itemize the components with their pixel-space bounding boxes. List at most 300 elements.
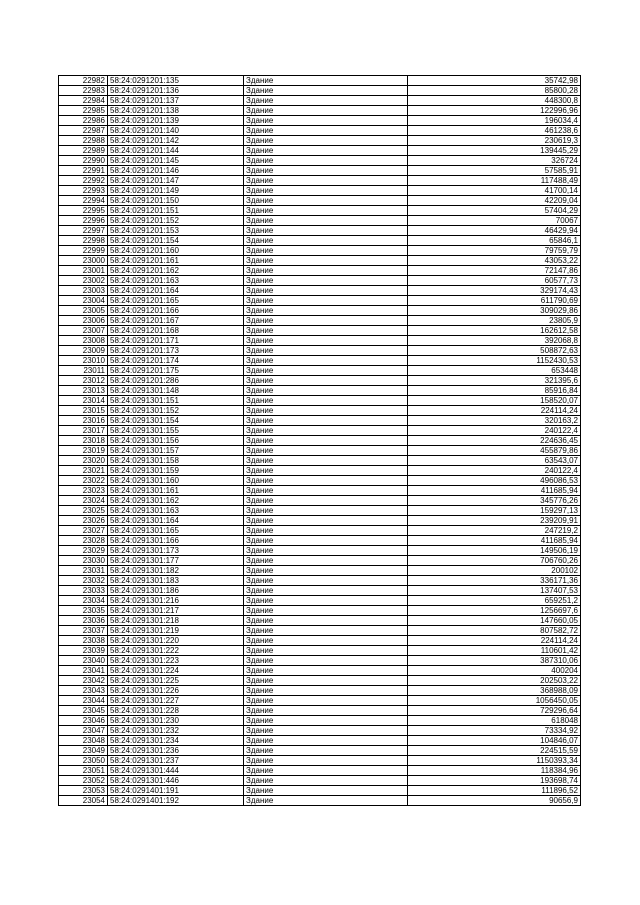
cadastral-number: 58:24:0291301:163	[108, 506, 244, 516]
cadastral-value: 60577,73	[408, 276, 581, 286]
cadastral-number: 58:24:0291201:152	[108, 216, 244, 226]
object-type: Здание	[244, 406, 408, 416]
object-type: Здание	[244, 416, 408, 426]
cadastral-number: 58:24:0291301:155	[108, 426, 244, 436]
table-row	[59, 566, 581, 576]
row-number: 22996	[59, 216, 108, 226]
cadastral-value: 461238,6	[408, 126, 581, 136]
row-number: 23032	[59, 576, 108, 586]
cadastral-number: 58:24:0291301:151	[108, 396, 244, 406]
table-row	[59, 366, 581, 376]
cadastral-number: 58:24:0291301:182	[108, 566, 244, 576]
object-type: Здание	[244, 296, 408, 306]
cadastral-number: 58:24:0291301:444	[108, 766, 244, 776]
row-number: 23048	[59, 736, 108, 746]
cadastral-number: 58:24:0291301:183	[108, 576, 244, 586]
object-type: Здание	[244, 796, 408, 806]
table-row	[59, 656, 581, 666]
cadastral-number: 58:24:0291301:220	[108, 636, 244, 646]
object-type: Здание	[244, 556, 408, 566]
row-number: 23001	[59, 266, 108, 276]
cadastral-value: 508872,63	[408, 346, 581, 356]
object-type: Здание	[244, 466, 408, 476]
object-type: Здание	[244, 676, 408, 686]
cadastral-value: 200102	[408, 566, 581, 576]
table-row	[59, 396, 581, 406]
cadastral-number: 58:24:0291301:228	[108, 706, 244, 716]
row-number: 23015	[59, 406, 108, 416]
row-number: 22995	[59, 206, 108, 216]
row-number: 23036	[59, 616, 108, 626]
cadastral-value: 72147,86	[408, 266, 581, 276]
row-number: 23053	[59, 786, 108, 796]
cadastral-number: 58:24:0291201:175	[108, 366, 244, 376]
object-type: Здание	[244, 366, 408, 376]
object-type: Здание	[244, 656, 408, 666]
cadastral-number: 58:24:0291301:152	[108, 406, 244, 416]
cadastral-number: 58:24:0291201:136	[108, 86, 244, 96]
cadastral-value: 329174,43	[408, 286, 581, 296]
cadastral-number: 58:24:0291301:446	[108, 776, 244, 786]
table-row	[59, 596, 581, 606]
row-number: 23003	[59, 286, 108, 296]
row-number: 23008	[59, 336, 108, 346]
cadastral-number: 58:24:0291301:154	[108, 416, 244, 426]
cadastral-value: 239209,91	[408, 516, 581, 526]
cadastral-value: 611790,69	[408, 296, 581, 306]
row-number: 23040	[59, 656, 108, 666]
object-type: Здание	[244, 226, 408, 236]
cadastral-number: 58:24:0291201:144	[108, 146, 244, 156]
object-type: Здание	[244, 426, 408, 436]
table-row	[59, 86, 581, 96]
row-number: 23054	[59, 796, 108, 806]
row-number: 23018	[59, 436, 108, 446]
object-type: Здание	[244, 596, 408, 606]
cadastral-number: 58:24:0291301:148	[108, 386, 244, 396]
object-type: Здание	[244, 566, 408, 576]
cadastral-value: 139445,29	[408, 146, 581, 156]
object-type: Здание	[244, 586, 408, 596]
table-row	[59, 636, 581, 646]
table-row	[59, 286, 581, 296]
cadastral-value: 162612,58	[408, 326, 581, 336]
cadastral-number: 58:24:0291401:191	[108, 786, 244, 796]
table-row	[59, 386, 581, 396]
cadastral-value: 618048	[408, 716, 581, 726]
cadastral-value: 706760,26	[408, 556, 581, 566]
object-type: Здание	[244, 636, 408, 646]
object-type: Здание	[244, 526, 408, 536]
table-row	[59, 716, 581, 726]
cadastral-value: 63543,07	[408, 456, 581, 466]
table-row	[59, 776, 581, 786]
object-type: Здание	[244, 306, 408, 316]
cadastral-value: 35742,98	[408, 76, 581, 86]
cadastral-value: 368988,09	[408, 686, 581, 696]
cadastral-value: 387310,06	[408, 656, 581, 666]
object-type: Здание	[244, 246, 408, 256]
table-row	[59, 196, 581, 206]
row-number: 23022	[59, 476, 108, 486]
cadastral-value: 326724	[408, 156, 581, 166]
table-row	[59, 416, 581, 426]
cadastral-number: 58:24:0291201:162	[108, 266, 244, 276]
cadastral-value: 320163,2	[408, 416, 581, 426]
table-row	[59, 136, 581, 146]
table-row	[59, 476, 581, 486]
object-type: Здание	[244, 206, 408, 216]
cadastral-number: 58:24:0291301:165	[108, 526, 244, 536]
row-number: 22988	[59, 136, 108, 146]
row-number: 23050	[59, 756, 108, 766]
cadastral-number: 58:24:0291201:173	[108, 346, 244, 356]
row-number: 23039	[59, 646, 108, 656]
cadastral-value: 104846,07	[408, 736, 581, 746]
cadastral-value: 496086,53	[408, 476, 581, 486]
row-number: 22989	[59, 146, 108, 156]
cadastral-number: 58:24:0291201:149	[108, 186, 244, 196]
cadastral-value: 224636,45	[408, 436, 581, 446]
table-row	[59, 686, 581, 696]
cadastral-number: 58:24:0291301:224	[108, 666, 244, 676]
cadastral-number: 58:24:0291201:151	[108, 206, 244, 216]
cadastral-number: 58:24:0291301:158	[108, 456, 244, 466]
table-row	[59, 216, 581, 226]
cadastral-value: 110601,42	[408, 646, 581, 656]
cadastral-value: 73334,92	[408, 726, 581, 736]
table-row	[59, 726, 581, 736]
table-row	[59, 606, 581, 616]
cadastral-number: 58:24:0291301:216	[108, 596, 244, 606]
row-number: 23028	[59, 536, 108, 546]
row-number: 23005	[59, 306, 108, 316]
cadastral-number: 58:24:0291201:160	[108, 246, 244, 256]
table-row	[59, 736, 581, 746]
row-number: 23037	[59, 626, 108, 636]
row-number: 22992	[59, 176, 108, 186]
table-row	[59, 326, 581, 336]
object-type: Здание	[244, 126, 408, 136]
object-type: Здание	[244, 546, 408, 556]
cadastral-number: 58:24:0291201:165	[108, 296, 244, 306]
object-type: Здание	[244, 396, 408, 406]
cadastral-number: 58:24:0291401:192	[108, 796, 244, 806]
cadastral-value: 411685,94	[408, 486, 581, 496]
table-row	[59, 796, 581, 806]
row-number: 23029	[59, 546, 108, 556]
cadastral-number: 58:24:0291301:237	[108, 756, 244, 766]
cadastral-number: 58:24:0291201:154	[108, 236, 244, 246]
row-number: 22997	[59, 226, 108, 236]
table-row	[59, 646, 581, 656]
cadastral-value: 41700,14	[408, 186, 581, 196]
table-row	[59, 446, 581, 456]
cadastral-value: 42209,04	[408, 196, 581, 206]
cadastral-number: 58:24:0291201:137	[108, 96, 244, 106]
cadastral-value: 79759,79	[408, 246, 581, 256]
object-type: Здание	[244, 316, 408, 326]
row-number: 23038	[59, 636, 108, 646]
object-type: Здание	[244, 76, 408, 86]
row-number: 23009	[59, 346, 108, 356]
row-number: 23043	[59, 686, 108, 696]
object-type: Здание	[244, 106, 408, 116]
object-type: Здание	[244, 446, 408, 456]
cadastral-value: 202503,22	[408, 676, 581, 686]
table-row	[59, 246, 581, 256]
table-row	[59, 356, 581, 366]
table-row	[59, 76, 581, 86]
object-type: Здание	[244, 326, 408, 336]
row-number: 23031	[59, 566, 108, 576]
object-type: Здание	[244, 626, 408, 636]
cadastral-number: 58:24:0291301:160	[108, 476, 244, 486]
cadastral-value: 118384,96	[408, 766, 581, 776]
table-row	[59, 146, 581, 156]
cadastral-value: 1056450,05	[408, 696, 581, 706]
table-row	[59, 506, 581, 516]
object-type: Здание	[244, 176, 408, 186]
row-number: 22994	[59, 196, 108, 206]
row-number: 22998	[59, 236, 108, 246]
cadastral-value: 336171,36	[408, 576, 581, 586]
row-number: 23041	[59, 666, 108, 676]
table-row	[59, 96, 581, 106]
row-number: 23047	[59, 726, 108, 736]
cadastral-number: 58:24:0291201:138	[108, 106, 244, 116]
cadastral-value: 400204	[408, 666, 581, 676]
cadastral-value: 43053,22	[408, 256, 581, 266]
table-row	[59, 256, 581, 266]
row-number: 23017	[59, 426, 108, 436]
cadastral-value: 111896,52	[408, 786, 581, 796]
cadastral-number: 58:24:0291301:223	[108, 656, 244, 666]
row-number: 23044	[59, 696, 108, 706]
table-row	[59, 236, 581, 246]
cadastral-value: 137407,53	[408, 586, 581, 596]
cadastral-value: 321395,6	[408, 376, 581, 386]
object-type: Здание	[244, 746, 408, 756]
cadastral-value: 247219,2	[408, 526, 581, 536]
table-row	[59, 406, 581, 416]
row-number: 23002	[59, 276, 108, 286]
table-row	[59, 316, 581, 326]
table-row	[59, 696, 581, 706]
table-row	[59, 206, 581, 216]
object-type: Здание	[244, 116, 408, 126]
object-type: Здание	[244, 496, 408, 506]
cadastral-value: 85800,28	[408, 86, 581, 96]
row-number: 22986	[59, 116, 108, 126]
cadastral-number: 58:24:0291201:161	[108, 256, 244, 266]
table-body	[59, 76, 581, 806]
object-type: Здание	[244, 336, 408, 346]
table-row	[59, 586, 581, 596]
row-number: 23004	[59, 296, 108, 306]
cadastral-number: 58:24:0291301:217	[108, 606, 244, 616]
cadastral-value: 65846,1	[408, 236, 581, 246]
cadastral-number: 58:24:0291201:146	[108, 166, 244, 176]
cadastral-value: 196034,4	[408, 116, 581, 126]
row-number: 23045	[59, 706, 108, 716]
row-number: 23020	[59, 456, 108, 466]
object-type: Здание	[244, 576, 408, 586]
row-number: 23023	[59, 486, 108, 496]
object-type: Здание	[244, 516, 408, 526]
cadastral-value: 1152430,53	[408, 356, 581, 366]
table-row	[59, 536, 581, 546]
row-number: 23016	[59, 416, 108, 426]
table-row	[59, 666, 581, 676]
object-type: Здание	[244, 486, 408, 496]
cadastral-value: 224515,59	[408, 746, 581, 756]
cadastral-value: 224114,24	[408, 636, 581, 646]
cadastral-number: 58:24:0291301:227	[108, 696, 244, 706]
row-number: 22985	[59, 106, 108, 116]
cadastral-value: 224114,24	[408, 406, 581, 416]
object-type: Здание	[244, 256, 408, 266]
table-row	[59, 456, 581, 466]
table-row	[59, 756, 581, 766]
table-row	[59, 276, 581, 286]
row-number: 23011	[59, 366, 108, 376]
table-row	[59, 296, 581, 306]
cadastral-value: 345776,26	[408, 496, 581, 506]
object-type: Здание	[244, 166, 408, 176]
cadastral-value: 57404,29	[408, 206, 581, 216]
row-number: 23024	[59, 496, 108, 506]
row-number: 23052	[59, 776, 108, 786]
row-number: 23033	[59, 586, 108, 596]
cadastral-number: 58:24:0291201:153	[108, 226, 244, 236]
cadastral-value: 23805,9	[408, 316, 581, 326]
object-type: Здание	[244, 156, 408, 166]
cadastral-value: 70067	[408, 216, 581, 226]
cadastral-value: 807582,72	[408, 626, 581, 636]
table-row	[59, 306, 581, 316]
object-type: Здание	[244, 386, 408, 396]
cadastral-number: 58:24:0291201:140	[108, 126, 244, 136]
cadastral-number: 58:24:0291301:226	[108, 686, 244, 696]
cadastral-value: 659251,2	[408, 596, 581, 606]
cadastral-number: 58:24:0291201:174	[108, 356, 244, 366]
table-row	[59, 576, 581, 586]
row-number: 23021	[59, 466, 108, 476]
row-number: 23051	[59, 766, 108, 776]
row-number: 23034	[59, 596, 108, 606]
cadastral-value: 448300,8	[408, 96, 581, 106]
object-type: Здание	[244, 136, 408, 146]
cadastral-number: 58:24:0291301:166	[108, 536, 244, 546]
row-number: 23026	[59, 516, 108, 526]
cadastral-value: 411685,94	[408, 536, 581, 546]
cadastral-value: 85916,84	[408, 386, 581, 396]
row-number: 23035	[59, 606, 108, 616]
object-type: Здание	[244, 456, 408, 466]
object-type: Здание	[244, 786, 408, 796]
row-number: 23000	[59, 256, 108, 266]
table-row	[59, 706, 581, 716]
cadastral-number: 58:24:0291201:139	[108, 116, 244, 126]
cadastral-number: 58:24:0291201:164	[108, 286, 244, 296]
cadastral-value: 455879,86	[408, 446, 581, 456]
row-number: 23019	[59, 446, 108, 456]
row-number: 22982	[59, 76, 108, 86]
cadastral-number: 58:24:0291301:159	[108, 466, 244, 476]
cadastral-number: 58:24:0291201:286	[108, 376, 244, 386]
table-row	[59, 766, 581, 776]
cadastral-value: 147660,05	[408, 616, 581, 626]
row-number: 23030	[59, 556, 108, 566]
row-number: 23027	[59, 526, 108, 536]
cadastral-number: 58:24:0291301:162	[108, 496, 244, 506]
cadastral-number: 58:24:0291301:222	[108, 646, 244, 656]
row-number: 22984	[59, 96, 108, 106]
row-number: 22987	[59, 126, 108, 136]
cadastral-number: 58:24:0291301:218	[108, 616, 244, 626]
row-number: 22993	[59, 186, 108, 196]
row-number: 22991	[59, 166, 108, 176]
table-row	[59, 336, 581, 346]
object-type: Здание	[244, 606, 408, 616]
object-type: Здание	[244, 666, 408, 676]
table-row	[59, 786, 581, 796]
table-row	[59, 176, 581, 186]
row-number: 22999	[59, 246, 108, 256]
object-type: Здание	[244, 266, 408, 276]
object-type: Здание	[244, 276, 408, 286]
row-number: 23007	[59, 326, 108, 336]
table-row	[59, 436, 581, 446]
table-row	[59, 466, 581, 476]
object-type: Здание	[244, 646, 408, 656]
object-type: Здание	[244, 716, 408, 726]
cadastral-number: 58:24:0291301:173	[108, 546, 244, 556]
table-row	[59, 496, 581, 506]
cadastral-value: 117488,49	[408, 176, 581, 186]
cadastral-value: 159297,13	[408, 506, 581, 516]
cadastral-number: 58:24:0291201:135	[108, 76, 244, 86]
cadastral-number: 58:24:0291201:145	[108, 156, 244, 166]
table-row	[59, 676, 581, 686]
object-type: Здание	[244, 726, 408, 736]
table-row	[59, 106, 581, 116]
object-type: Здание	[244, 436, 408, 446]
object-type: Здание	[244, 776, 408, 786]
table-row	[59, 156, 581, 166]
row-number: 23006	[59, 316, 108, 326]
cadastral-number: 58:24:0291301:219	[108, 626, 244, 636]
cadastral-number: 58:24:0291301:230	[108, 716, 244, 726]
cadastral-number: 58:24:0291301:164	[108, 516, 244, 526]
object-type: Здание	[244, 766, 408, 776]
cadastral-value: 309029,86	[408, 306, 581, 316]
cadastral-value: 729296,64	[408, 706, 581, 716]
cadastral-value: 230619,3	[408, 136, 581, 146]
cadastral-number: 58:24:0291201:166	[108, 306, 244, 316]
cadastral-number: 58:24:0291201:167	[108, 316, 244, 326]
cadastral-value: 240122,4	[408, 426, 581, 436]
row-number: 22990	[59, 156, 108, 166]
cadastral-value: 653448	[408, 366, 581, 376]
cadastral-number: 58:24:0291301:186	[108, 586, 244, 596]
cadastral-number: 58:24:0291301:157	[108, 446, 244, 456]
object-type: Здание	[244, 196, 408, 206]
table-row	[59, 546, 581, 556]
row-number: 23012	[59, 376, 108, 386]
object-type: Здание	[244, 186, 408, 196]
